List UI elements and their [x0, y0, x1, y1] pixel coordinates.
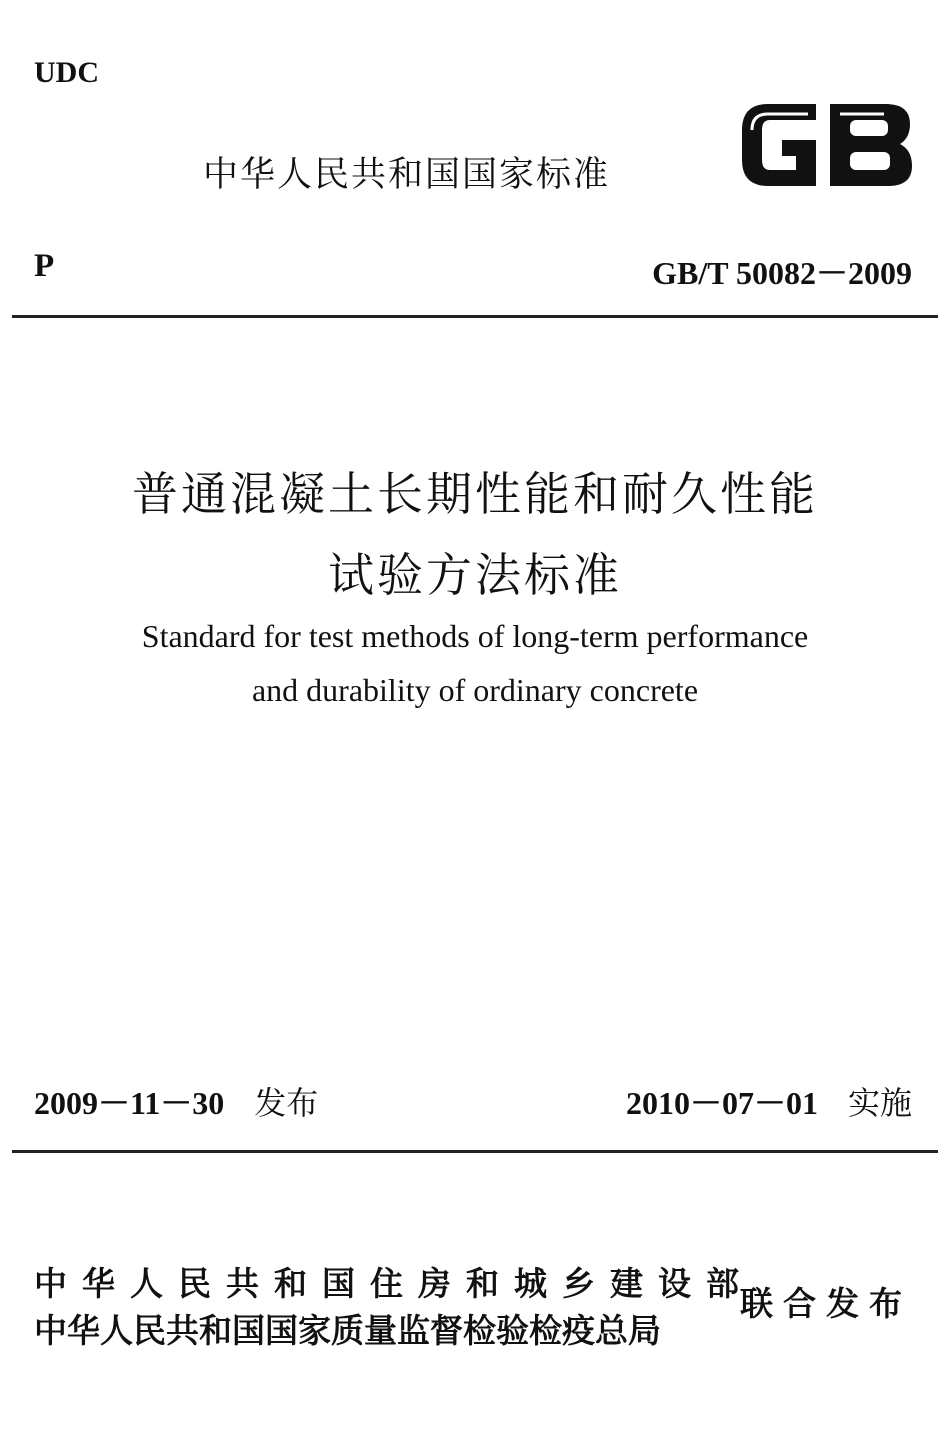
issue-date-block — [34, 1078, 318, 1124]
udc-label: UDC — [34, 56, 99, 89]
bottom-divider — [12, 1150, 938, 1153]
national-standard-heading: 中华人民共和国国家标准 — [203, 155, 611, 195]
title-cn-line1: 普通混凝土长期性能和耐久性能 — [132, 467, 818, 521]
effective-date: 2010－07－01 — [625, 1085, 818, 1121]
effective-label: 实施 — [847, 1084, 912, 1122]
title-en-line1: Standard for test methods of long-term performance — [141, 618, 809, 654]
issuer-ministry: 中华人民共和国住房和城乡建设部 — [34, 1264, 754, 1303]
issue-date: 2009－11－30 — [34, 1085, 225, 1121]
effective-date-block — [626, 1078, 912, 1124]
standard-code: GB/T 50082－2009 — [652, 255, 912, 291]
gb-logo — [738, 100, 914, 190]
issue-label: 发布 — [254, 1084, 319, 1122]
title-en-line2: and durability of ordinary concrete — [251, 672, 699, 708]
category-letter: P — [34, 248, 55, 284]
joint-issue-label: 联合发布 — [740, 1284, 912, 1323]
title-cn-line2: 试验方法标准 — [328, 548, 622, 602]
issuer-aqsiq: 中华人民共和国国家质量监督检验检疫总局 — [34, 1311, 661, 1350]
top-divider — [12, 315, 938, 318]
